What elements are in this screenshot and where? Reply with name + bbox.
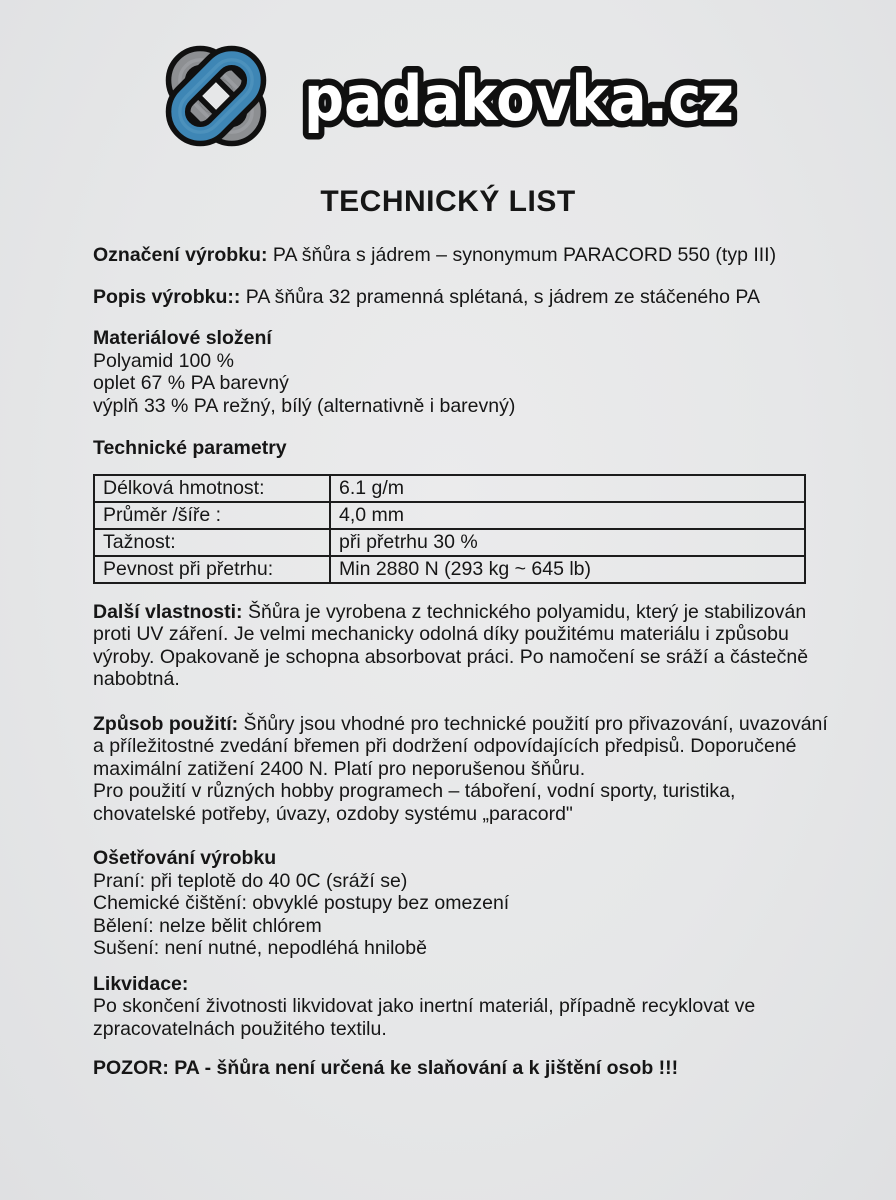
- logo-wordmark: [294, 38, 744, 154]
- param-value: Min 2880 N (293 kg ~ 645 lb): [330, 556, 805, 583]
- care-line: Bělení: nelze bělit chlórem: [93, 914, 322, 937]
- material-line: oplet 67 % PA barevný: [93, 372, 289, 394]
- param-value: 6.1 g/m: [330, 475, 805, 502]
- care-line: Praní: při teplotě do 40 0C (sráží se): [93, 869, 408, 892]
- table-row: [94, 556, 805, 583]
- usage-label: Způsob použití:: [93, 712, 239, 735]
- field-description-value: PA šňůra 32 pramenná splétaná, s jádrem ze stáčeného PA: [240, 285, 760, 308]
- param-name: Tažnost:: [94, 529, 330, 556]
- material-line: Polyamid 100 %: [93, 349, 234, 372]
- material-heading: Materiálové složení: [93, 327, 272, 349]
- field-designation-label: Označení výrobku:: [93, 244, 268, 266]
- document-body: [93, 244, 841, 1080]
- other-properties-text: Šňůra je vyrobena z technického polyamidu, který je stabilizován proti UV záření. Je velmi mechanicky odolná díky použitému materiálu i způsobu výroby. Opakovaně je schopna absorbovat práci. Po namočení se sráží a částečně nabobtná.: [93, 600, 809, 690]
- disposal-text: Po skončení životnosti likvidovat jako inertní materiál, případně recyklovat ve zpracovatelnách použitého textilu.: [93, 995, 756, 1040]
- usage-text: Šňůry jsou vhodné pro technické použití pro přivazování, uvazování a příležitostné zvedání břemen při dodržení odpovídajících předpisů. Doporučené maximální zatižení 2400 N. Platí pro neporušenou šňůru.: [93, 712, 828, 780]
- field-description: [93, 286, 841, 309]
- care-heading: Ošetřování výrobku: [93, 847, 277, 869]
- param-name: Pevnost při přetrhu:: [94, 556, 330, 583]
- param-value: při přetrhu 30 %: [330, 529, 805, 556]
- usage-text-2: Pro použití v různých hobby programech – táboření, vodní sporty, turistika, chovatelské potřeby, úvazy, ozdoby systému „paracord": [93, 780, 736, 825]
- material-line: výplň 33 % PA režný, bílý (alternativně i barevný): [93, 394, 516, 417]
- tech-params-table: [93, 474, 806, 584]
- other-properties-label: Další vlastnosti:: [93, 600, 243, 623]
- other-properties-paragraph: [93, 601, 841, 691]
- disposal-heading: Likvidace:: [93, 972, 189, 995]
- usage-paragraph: [93, 713, 841, 826]
- tech-params-heading: Technické parametry: [93, 437, 287, 459]
- care-line: Sušení: není nutné, nepodléhá hnilobě: [93, 937, 427, 959]
- table-row: [94, 529, 805, 556]
- table-row: [94, 475, 805, 502]
- logo: [0, 0, 896, 162]
- field-designation-value: PA šňůra s jádrem – synonymum PARACORD 550 (typ III): [267, 244, 777, 266]
- field-description-label: Popis výrobku::: [93, 285, 241, 308]
- table-row: [94, 502, 805, 529]
- param-name: Délková hmotnost:: [94, 475, 330, 502]
- field-designation: [93, 244, 841, 267]
- page-title: TECHNICKÝ LIST: [320, 185, 576, 218]
- param-name: Průměr /šíře :: [94, 502, 330, 529]
- param-value: 4,0 mm: [330, 502, 805, 529]
- knot-icon: [152, 32, 280, 160]
- logo-text: padakovka.cz: [304, 62, 734, 135]
- warning-text: POZOR: PA - šňůra není určená ke slaňování a k jištění osob !!!: [93, 1057, 679, 1079]
- care-line: Chemické čištění: obvyklé postupy bez omezení: [93, 892, 510, 914]
